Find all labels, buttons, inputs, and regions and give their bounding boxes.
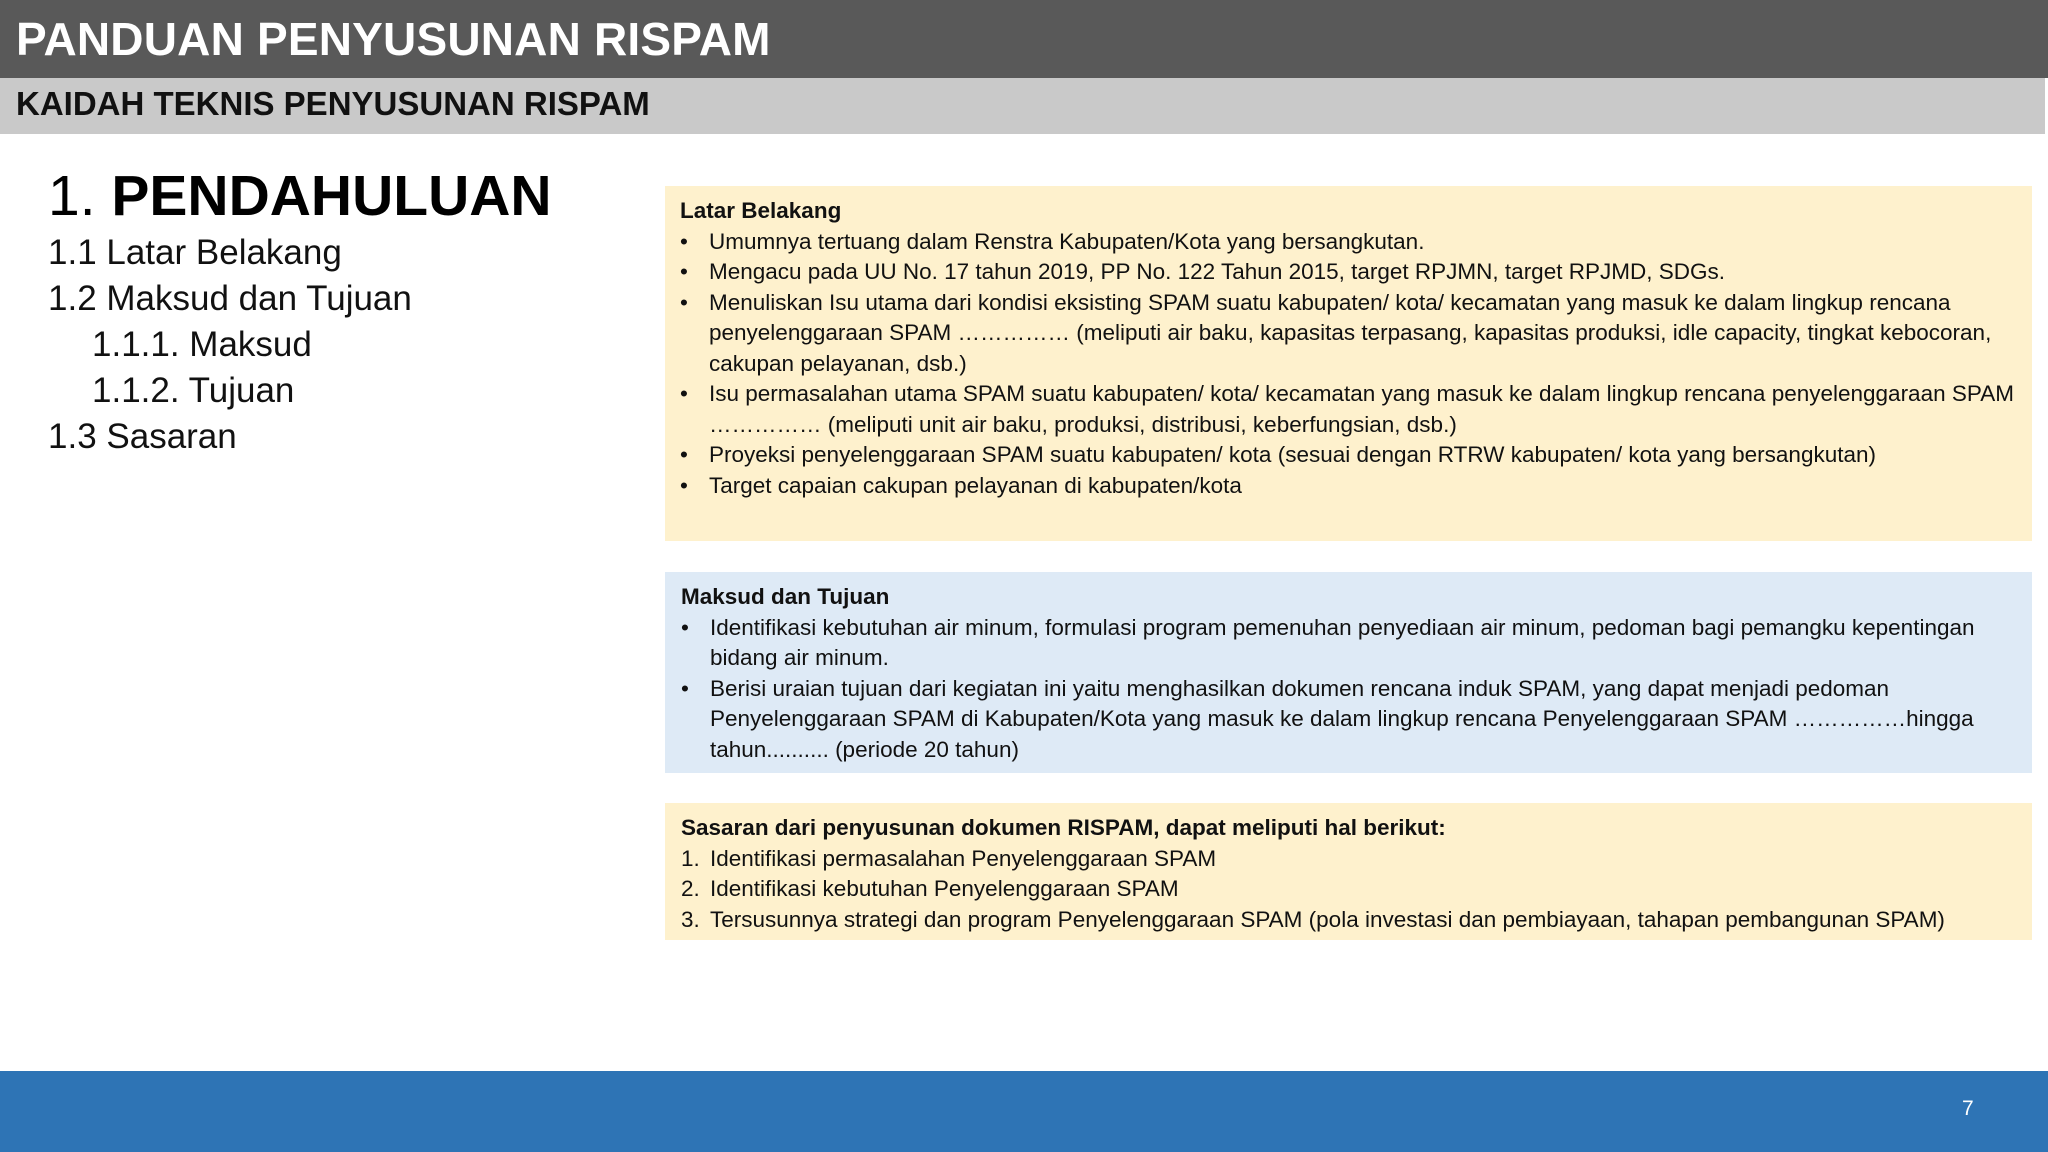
list-item: • Mengacu pada UU No. 17 tahun 2019, PP No. 122 Tahun 2015, target RPJMN, target RPJMD, SDGs. bbox=[680, 257, 2016, 288]
toc-item-latar-belakang: 1.1 Latar Belakang bbox=[48, 233, 342, 272]
list-item: • Target capaian cakupan pelayanan di kabupaten/kota bbox=[680, 471, 2016, 502]
sasaran-title: Sasaran dari penyusunan dokumen RISPAM, dapat meliputi hal berikut: bbox=[681, 815, 1446, 840]
toc-item-sasaran: 1.3 Sasaran bbox=[48, 417, 237, 456]
list-item: • Isu permasalahan utama SPAM suatu kabupaten/ kota/ kecamatan yang masuk ke dalam lingkup rencana penyelenggaraan SPAM …………… (meliputi unit air baku, produksi, distribusi, keberfungsian, dsb.) bbox=[680, 379, 2016, 440]
list-number: 2. bbox=[681, 876, 700, 901]
list-item bbox=[681, 844, 2016, 875]
list-number: 3. bbox=[681, 906, 700, 932]
footer-bar bbox=[0, 1071, 2048, 1152]
table-of-contents bbox=[48, 162, 552, 460]
list-item bbox=[681, 905, 2016, 936]
maksud-tujuan-box bbox=[665, 572, 2032, 773]
toc-heading bbox=[48, 162, 552, 230]
list-text: Identifikasi kebutuhan Penyelenggaraan SPAM bbox=[710, 876, 1179, 901]
latar-belakang-title: Latar Belakang bbox=[680, 198, 842, 223]
toc-item-maksud-tujuan: 1.2 Maksud dan Tujuan bbox=[48, 279, 412, 318]
latar-belakang-list bbox=[680, 227, 2016, 502]
list-item: • Proyeksi penyelenggaraan SPAM suatu kabupaten/ kota (sesuai dengan RTRW kabupaten/ kota yang bersangkutan) bbox=[680, 440, 2016, 471]
maksud-tujuan-title: Maksud dan Tujuan bbox=[681, 584, 890, 609]
list-item: • Umumnya tertuang dalam Renstra Kabupaten/Kota yang bersangkutan. bbox=[680, 227, 2016, 258]
latar-belakang-box bbox=[665, 186, 2032, 541]
toc-heading-number: 1. bbox=[48, 164, 96, 228]
list-number: 1. bbox=[681, 845, 700, 871]
slide-title: PANDUAN PENYUSUNAN RISPAM bbox=[16, 13, 771, 65]
page-number: 7 bbox=[1962, 1097, 1974, 1120]
toc-heading-text: PENDAHULUAN bbox=[111, 164, 552, 228]
toc-item-tujuan: 1.1.2. Tujuan bbox=[92, 371, 295, 410]
toc-item-maksud: 1.1.1. Maksud bbox=[92, 325, 312, 364]
list-item: • Menuliskan Isu utama dari kondisi eksisting SPAM suatu kabupaten/ kota/ kecamatan yang masuk ke dalam lingkup rencana penyelenggaraan SPAM …………… (meliputi air baku, kapasitas terpasang, kapasitas produksi, idle capacity, tingkat kebocoran, cakupan pelayanan, dsb.) bbox=[680, 288, 2016, 380]
list-item: • Berisi uraian tujuan dari kegiatan ini yaitu menghasilkan dokumen rencana induk SPAM, yang dapat menjadi pedoman Penyelenggaraan SPAM di Kabupaten/Kota yang masuk ke dalam lingkup rencana Penyelenggaraan SPAM ……………hingga tahun.......... (periode 20 tahun) bbox=[681, 674, 2016, 766]
list-item: • Identifikasi kebutuhan air minum, formulasi program pemenuhan penyediaan air minum, pedoman bagi pemangku kepentingan bidang air minum. bbox=[681, 613, 2016, 674]
list-text: Tersusunnya strategi dan program Penyelenggaraan SPAM (pola investasi dan pembiayaan, tahapan pembangunan SPAM) bbox=[710, 906, 1945, 932]
list-text: Identifikasi permasalahan Penyelenggaraan SPAM bbox=[710, 845, 1217, 871]
maksud-tujuan-list bbox=[681, 613, 2016, 766]
slide-subtitle: KAIDAH TEKNIS PENYUSUNAN RISPAM bbox=[16, 85, 650, 122]
sasaran-list bbox=[681, 844, 2016, 936]
list-item bbox=[681, 874, 2016, 905]
sasaran-box bbox=[665, 803, 2032, 940]
